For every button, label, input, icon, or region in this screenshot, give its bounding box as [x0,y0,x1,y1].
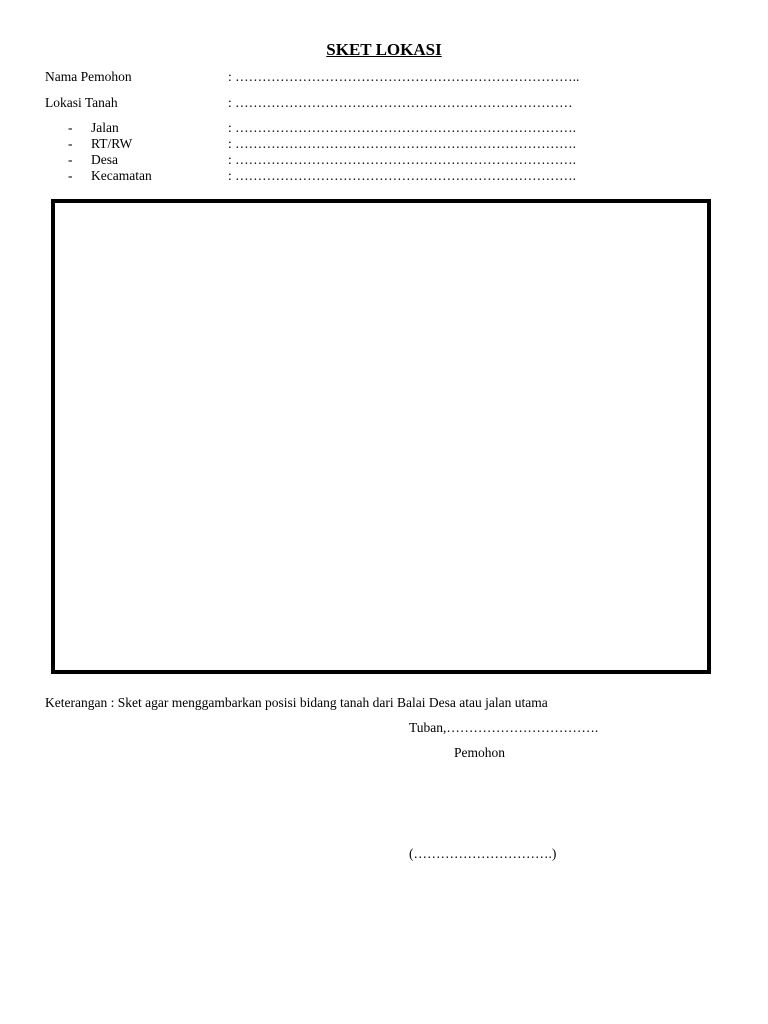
sketch-area [51,199,711,674]
nama-pemohon-field: : ………………………………………………………………….. [228,69,580,84]
kecamatan-label: Kecamatan [91,168,152,183]
signature-place-date: Tuban,……………………………. [409,720,599,735]
nama-pemohon-label: Nama Pemohon [45,69,132,84]
kecamatan-field: : …………………………………………………………………. [228,168,577,183]
jalan-field: : …………………………………………………………………. [228,120,577,135]
lokasi-tanah-label: Lokasi Tanah [45,95,118,110]
jalan-bullet: - [68,120,73,135]
desa-bullet: - [68,152,73,167]
desa-label: Desa [91,152,118,167]
rt-rw-field: : …………………………………………………………………. [228,136,577,151]
signature-name: (………………………….) [409,846,557,861]
rt-rw-bullet: - [68,136,73,151]
page-title: SKET LOKASI [326,40,442,59]
keterangan-note: Keterangan : Sket agar menggambarkan posisi bidang tanah dari Balai Desa atau jalan utama [45,695,548,710]
signature-role: Pemohon [454,745,506,760]
kecamatan-bullet: - [68,168,73,183]
jalan-label: Jalan [91,120,119,135]
lokasi-tanah-field: : ………………………………………………………………… [228,95,573,110]
desa-field: : …………………………………………………………………. [228,152,577,167]
rt-rw-label: RT/RW [91,136,133,151]
